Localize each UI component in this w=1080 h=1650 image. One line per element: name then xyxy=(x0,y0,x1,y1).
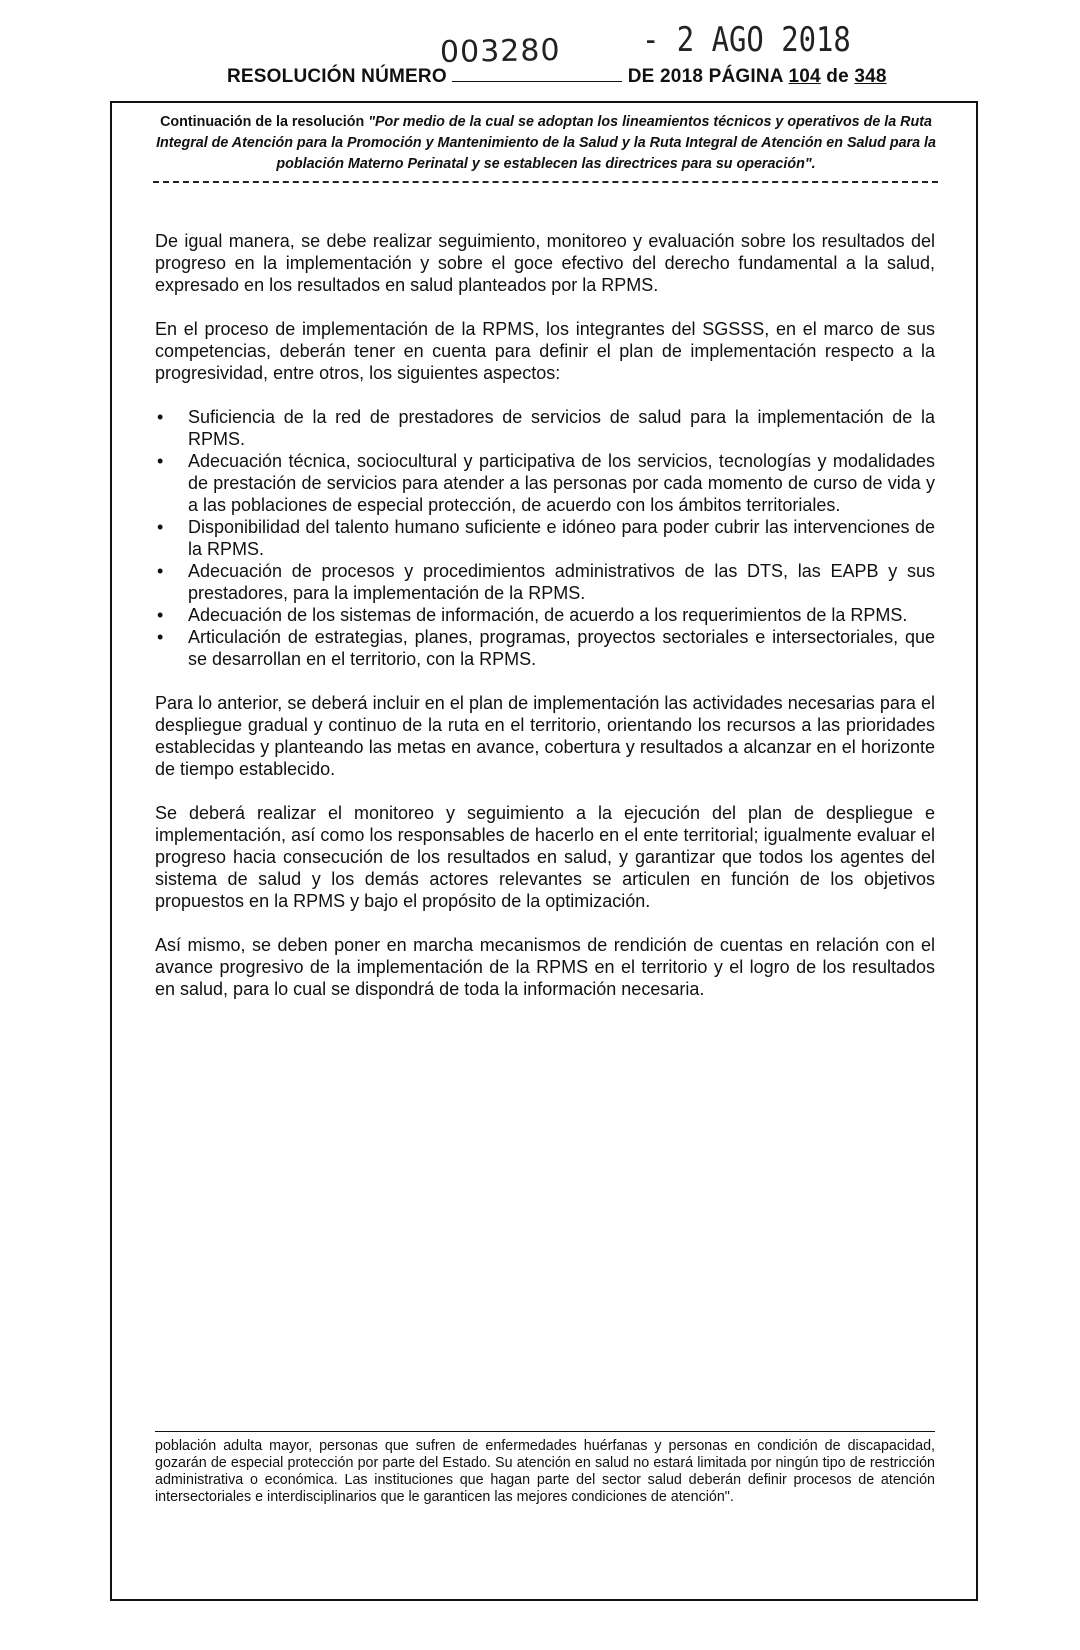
paragraph-2: En el proceso de implementación de la RPMS, los integrantes del SGSSS, en el marco de sus competencias, deberán tener en cuenta para definir el plan de implementación respecto a la progresividad, entre otros, los siguientes aspectos: xyxy=(155,319,935,383)
continuation-lead: Continuación de la resolución xyxy=(160,114,365,130)
bullet-icon: • xyxy=(157,517,164,537)
total-pages: 348 xyxy=(854,66,887,87)
resolucion-label: RESOLUCIÓN NÚMERO xyxy=(227,66,447,87)
resolution-number-stamp: 003280 xyxy=(439,32,561,71)
de-word: de xyxy=(826,66,849,87)
list-item: • Articulación de estrategias, planes, programas, proyectos sectoriales e intersectoriales, que se desarrollan en el territorio, con la RPMS. xyxy=(157,627,935,669)
date-stamp: - 2 AGO 2018 xyxy=(642,20,851,60)
footnote-rule xyxy=(155,1431,935,1432)
bullet-icon: • xyxy=(157,605,164,625)
paragraph-1: De igual manera, se debe realizar seguimiento, monitoreo y evaluación sobre los resultados del progreso en la implementación y sobre el goce efectivo del derecho fundamental a la salud, expresado en los resultados en salud planteados por la RPMS. xyxy=(155,231,935,295)
paragraph-4: Se deberá realizar el monitoreo y seguimiento a la ejecución del plan de despliegue e implementación, así como los responsables de hacerlo en el ente territorial; igualmente evaluar el progreso hacia consecución de los resultados en salud, y garantizar que todos los agentes del sistema de salud y los demás actores relevantes se articulen en función de los objetivos propuestos en la RPMS y bajo el propósito de la optimización. xyxy=(155,803,935,911)
paragraph-5: Así mismo, se deben poner en marcha mecanismos de rendición de cuentas en relación con el avance progresivo de la implementación de la RPMS en el territorio y el logro de los resultados en salud, para lo cual se dispondrá de toda la información necesaria. xyxy=(155,935,935,999)
page-header xyxy=(0,0,1080,100)
bullet-icon: • xyxy=(157,451,164,471)
de-page-label: DE 2018 PÁGINA xyxy=(627,66,783,87)
bullet-icon: • xyxy=(157,407,164,427)
paragraph-3: Para lo anterior, se deberá incluir en el plan de implementación las actividades necesarias para el despliegue gradual y continuo de la ruta en el territorio, orientando los recursos a las prioridades establecidas y planteando las metas en avance, cobertura y resultados a alcanzar en el horizonte de tiempo establecido. xyxy=(155,693,935,779)
bullet-icon: • xyxy=(157,561,164,581)
continuation-quote: "Por medio de la cual se adoptan los lineamientos técnicos y operativos de la Ruta Integral de Atención para la Promoción y Mantenimiento de la Salud y la Ruta Integral de Atención en Salud para la población Materno Perinatal y se establecen las directrices para su operación". xyxy=(156,114,936,172)
resolution-header-line xyxy=(227,66,887,88)
document-body xyxy=(155,230,935,1022)
list-item: • Adecuación de procesos y procedimientos administrativos de las DTS, las EAPB y sus prestadores, para la implementación de la RPMS. xyxy=(157,561,935,603)
continuation-note xyxy=(150,112,942,175)
footnote-text: población adulta mayor, personas que sufren de enfermedades huérfanas y personas en condición de discapacidad, gozarán de especial protección por parte del Estado. Su atención en salud no estará limitada por ningún tipo de restricción administrativa o económica. Las instituciones que hagan parte del sector salud deberán definir procesos de atención intersectoriales e interdisciplinarios que le garanticen las mejores condiciones de atención". xyxy=(155,1438,935,1505)
list-item: • Suficiencia de la red de prestadores de servicios de salud para la implementación de la RPMS. xyxy=(157,407,935,449)
page-number: 104 xyxy=(788,66,821,87)
list-item: • Disponibilidad del talento humano suficiente e idóneo para poder cubrir las intervenciones de la RPMS. xyxy=(157,517,935,559)
list-item: • Adecuación técnica, sociocultural y participativa de los servicios, tecnologías y modalidades de prestación de servicios para atender a las personas por cada momento de curso de vida y a las poblaciones de especial protección, de acuerdo con los ámbitos territoriales. xyxy=(157,451,935,515)
aspects-list xyxy=(155,406,935,670)
bullet-icon: • xyxy=(157,627,164,647)
dashed-divider xyxy=(153,181,938,183)
list-item: • Adecuación de los sistemas de información, de acuerdo a los requerimientos de la RPMS. xyxy=(157,605,908,625)
